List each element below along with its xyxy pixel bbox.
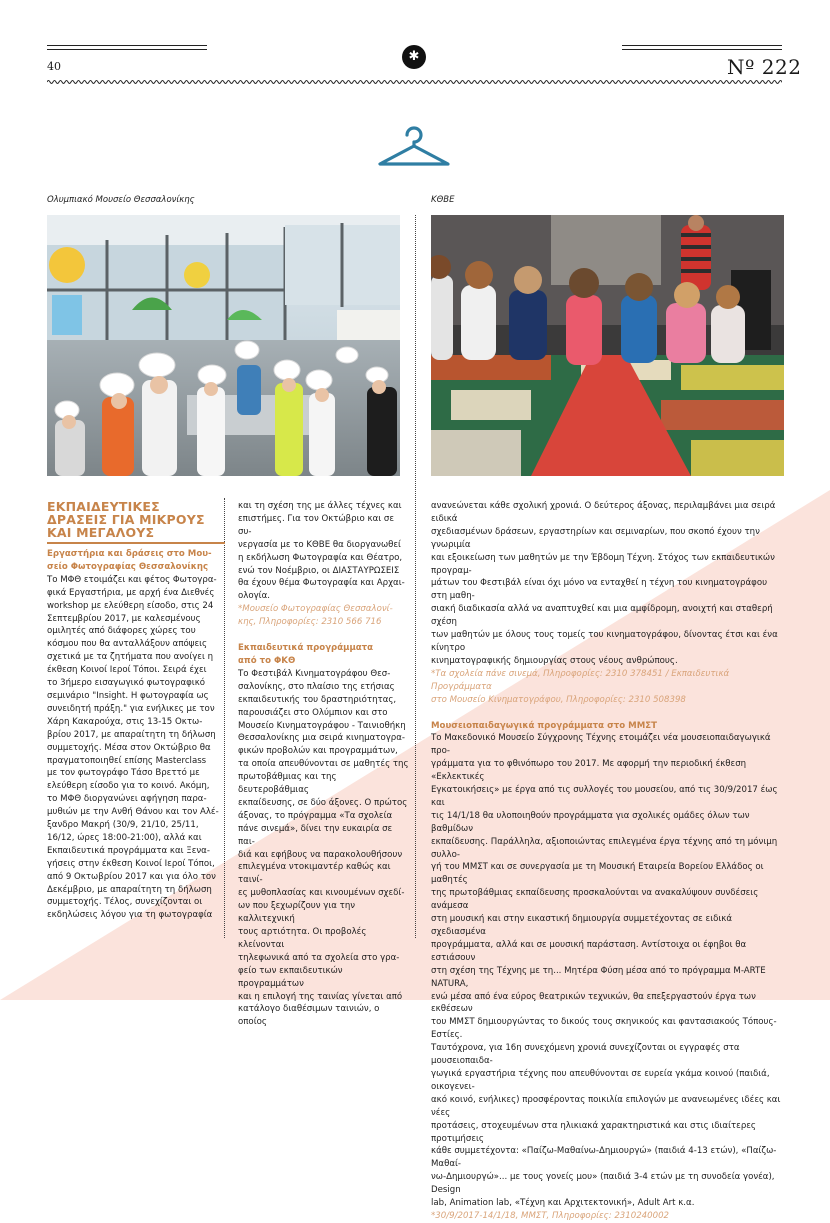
body-line: σαλονίκης, στο πλαίσιο της ετήσιας bbox=[238, 681, 395, 692]
hanger-icon bbox=[377, 126, 451, 170]
column-2-body-2 bbox=[238, 668, 409, 1029]
body-line: ων που ξεχωρίζουν για την καλλιτεχνική bbox=[238, 901, 356, 925]
body-line: στη μουσική και στην εικαστική δημιουργία συμμετέχοντας σε ειδικά σχεδιασμένα bbox=[431, 914, 732, 937]
body-line: Το Μακεδονικό Μουσείο Σύγχρονης Τέχνης ετοιμάζει νέα μουσειοπαιδαγωγικά προ- bbox=[431, 733, 771, 757]
body-line: των μαθητών με όλους τους τομείς του κινηματογράφου, δίνοντας έτσι και ένα κίνητρο bbox=[431, 630, 778, 653]
body-line: πάνε σινεμά», δίνει την ευκαιρία σε παι- bbox=[238, 823, 393, 847]
body-line: γή του ΜΜΣΤ και σε συνεργασία με τη Μουσική Εταιρεία Βορείου Ελλάδος οι μαθητές bbox=[431, 862, 764, 886]
body-line: προτάσεις, στοχευμένων στα ηλικιακά χαρακτηριστικά και στις ιδιαίτερες προτιμήσεις bbox=[431, 1120, 756, 1144]
body-line: Σεπτεμβρίου 2017, με καλεσμένους bbox=[47, 613, 201, 624]
body-line: γήσεις στην έκθεση Κοινοί Ιεροί Τόποι, bbox=[47, 858, 215, 869]
body-line: τις 14/1/18 θα υλοποιηθούν προγράμματα για σχολικές ομάδες όλων των βαθμίδων bbox=[431, 810, 750, 834]
body-line: στη σχέση της Τέχνης με τη... Μητέρα Φύση μέσα από το πρόγραμμα M-ARTE NATURA, bbox=[431, 965, 766, 989]
body-line: κόσμου που θα ανταλλάξουν απόψεις bbox=[47, 639, 208, 650]
body-line: ενώ μέσα από ένα εύρος θεατρικών τεχνικών, θα επεξεργαστούν έργα των εκθέσεων bbox=[431, 991, 756, 1015]
body-line: lab, Animation lab, «Τέχνη και Αρχιτεκτονική», Adult Art κ.α. bbox=[431, 1198, 695, 1209]
body-line: εκδηλώσεις λόγου για τη φωτογραφία bbox=[47, 910, 213, 921]
body-line: πρωτοβάθμιας και της δευτεροβάθμιας bbox=[238, 772, 337, 796]
column-2 bbox=[238, 500, 409, 1029]
body-line: συμμετοχής. Μέσα στον Οκτώβριο θα bbox=[47, 742, 211, 753]
body-line: κάθε συμμετέχοντα: «Παίζω-Μαθαίνω-Δημιουργώ» (παιδιά 4-13 ετών), «Παίζω-Μαθαί- bbox=[431, 1146, 777, 1170]
body-line: επιστήμες. Για τον Οκτώβριο και σε συ- bbox=[238, 513, 394, 537]
body-line: Θεσσαλονίκης μια σειρά κινηματογρα- bbox=[238, 733, 406, 744]
body-line: Το Φεστιβάλ Κινηματογράφου Θεσ- bbox=[238, 668, 391, 679]
body-line: η εκδήλωση Φωτογραφία και Θέατρο, bbox=[238, 552, 403, 563]
body-line: από 9 Οκτωβρίου 2017 και για όλο τον bbox=[47, 871, 216, 882]
body-line: συμμετοχής. Τέλος, συνεχίζονται οι bbox=[47, 897, 203, 908]
body-line: φικών προβολών και προγραμμάτων, bbox=[238, 746, 398, 757]
subheading-photo-museum-2: σείο Φωτογραφίας Θεσσαλονίκης bbox=[47, 561, 209, 572]
header-rule-right-top bbox=[622, 45, 782, 46]
body-line: σχεδιασμένων δράσεων, εργαστηρίων και σεμιναρίων, που σκοπό έχουν την γνωριμία bbox=[431, 526, 760, 550]
body-line: ομιλητές από διάφορες χώρες του bbox=[47, 626, 196, 637]
body-line: προγράμματα, αλλά και σε μουσική παράσταση. Αντίστοιχα οι έφηβοι θα εστιάσουν bbox=[431, 939, 747, 963]
subheading-film-festival-1: Εκπαιδευτικά προγράμματα bbox=[238, 643, 374, 654]
body-line: επιλεγμένα ντοκιμαντέρ καθώς και ταινί- bbox=[238, 862, 391, 886]
body-line: διά και εφήβους να παρακολουθήσουν bbox=[238, 849, 403, 860]
header-wave-divider bbox=[47, 78, 782, 86]
body-line: τηλεφωνικά από τα σχολεία στο γρα- bbox=[238, 952, 400, 963]
body-line: θα έχουν θέμα Φωτογραφία και Αρχαι- bbox=[238, 578, 405, 589]
body-line: γωγικά εργαστήρια τέχνης που απευθύνονται σε ευρεία γκάμα κοινού (παιδιά, οικογενει- bbox=[431, 1068, 770, 1092]
body-line: και η επιλογή της ταινίας γίνεται από bbox=[238, 991, 403, 1002]
header-rule-left-bottom bbox=[47, 49, 207, 50]
header-rule-left-top bbox=[47, 45, 207, 46]
body-line: 16/12, ώρες 18:00-21:00), αλλά και bbox=[47, 832, 202, 843]
body-line: βρίου 2017, με απαραίτητη τη δήλωση bbox=[47, 729, 216, 740]
section-title-rule bbox=[47, 542, 225, 544]
column-3-body-1 bbox=[431, 500, 784, 668]
body-line: ολογία. bbox=[238, 591, 270, 602]
body-line: φείο των εκπαιδευτικών προγραμμάτων bbox=[238, 965, 343, 989]
section-title-line-2: ΔΡΑΣΕΙΣ ΓΙΑ ΜΙΚΡΟΥΣ bbox=[47, 512, 205, 527]
credit-photo-museum-1: *Μουσείο Φωτογραφίας Θεσσαλονί- bbox=[238, 604, 393, 615]
body-line: το 3ήμερο εισαγωγικό φωτογραφικό bbox=[47, 678, 206, 689]
page-number: 40 bbox=[47, 60, 61, 73]
body-line: Εκπαιδευτικά προγράμματα και Ξενα- bbox=[47, 845, 210, 856]
body-line: νω-Δημιουργώ»... με τους γονείς μου» (παιδιά 3-4 ετών με τη συνοδεία γονέα), Design bbox=[431, 1172, 775, 1196]
body-line: ες μυθοπλασίας και κινουμένων σχεδί- bbox=[238, 888, 405, 899]
body-line: Ταυτόχρονα, για 16η συνεχόμενη χρονιά συνεχίζονται οι εγγραφές στα μουσειοπαιδα- bbox=[431, 1043, 740, 1067]
column-1 bbox=[47, 500, 225, 922]
body-line: και τη σχέση της με άλλες τέχνες και bbox=[238, 501, 402, 511]
asterisk-badge-icon: ✱ bbox=[402, 45, 426, 69]
body-line: της πρωτοβάθμιας εκπαίδευσης προσκαλούνται να ανακαλύψουν συνδέσεις ανάμεσα bbox=[431, 888, 759, 912]
body-line: Το ΜΦΘ ετοιμάζει και φέτος Φωτογρα- bbox=[47, 574, 217, 585]
body-line: σιακή διαδικασία αλλά να αναπτυχθεί και μια αμφίδρομη, ανοιχτή και σταθερή σχέση bbox=[431, 604, 773, 628]
column-2-body-1 bbox=[238, 500, 409, 603]
body-line: μυθιών με την Ανθή Θάνου και τον Αλέ- bbox=[47, 807, 219, 818]
section-title-line-1: ΕΚΠΑΙΔΕΥΤΙΚΕΣ bbox=[47, 499, 160, 514]
subheading-mmst: Μουσειοπαιδαγωγικά προγράμματα στο ΜΜΣΤ bbox=[431, 720, 657, 731]
body-line: Εγκατοικήσεις» με έργα από τις συλλογές του μουσείου, από τις 30/9/2017 έως και bbox=[431, 785, 778, 808]
body-line: το ΜΦΘ διοργανώνει αφήγηση παρα- bbox=[47, 794, 207, 805]
body-line: φικά Εργαστήρια, με αρχή ένα Διεθνές bbox=[47, 587, 215, 598]
body-line: εκπαίδευσης. Παράλληλα, αξιοποιώντας επιλεγμένα έργα τέχνης από τη μόνιμη συλλο- bbox=[431, 836, 778, 860]
body-line: μάτων του Φεστιβάλ είναι όχι μόνο να ενταχθεί η τέχνη του κινηματογράφου στη μαθη- bbox=[431, 578, 768, 602]
body-line: γράμματα για το φθινόπωρο του 2017. Με αφορμή την περιοδική έκθεση «Εκλεκτικές bbox=[431, 759, 747, 783]
photo-museum-workshop bbox=[47, 215, 400, 476]
body-line: ελεύθερη είσοδο για το κοινό. Ακόμη, bbox=[47, 781, 210, 792]
header-rule-right-bottom bbox=[622, 49, 782, 50]
credit-cinema-2: στο Μουσείο Κινηματογράφου, Πληροφορίες: 2310 508398 bbox=[431, 694, 686, 705]
body-line: ανανεώνεται κάθε σχολική χρονιά. Ο δεύτερος άξονας, περιλαμβάνει μια σειρά ειδικά bbox=[431, 501, 776, 524]
body-line: τα οποία απευθύνονται σε μαθητές της bbox=[238, 759, 409, 770]
body-line: κατάλογο διαθέσιμων ταινιών, ο οποίος bbox=[238, 1004, 380, 1028]
credit-cinema-1: *Τα σχολεία πάνε σινεμά, Πληροφορίες: 2310 378451 / Εκπαιδευτικά Προγράμματα bbox=[431, 668, 730, 692]
right-photo-caption: ΚΘΒΕ bbox=[431, 195, 455, 205]
section-title bbox=[47, 500, 225, 539]
body-line: Μουσείο Κινηματογράφου - Ταινιοθήκη bbox=[238, 720, 406, 731]
body-line: πραγματοποιηθεί επίσης Masterclass bbox=[47, 755, 207, 766]
section-title-line-3: ΚΑΙ ΜΕΓΑΛΟΥΣ bbox=[47, 525, 155, 540]
column-3-body-2 bbox=[431, 732, 784, 1210]
body-line: ξανδρο Μακρή (30/9, 21/10, 25/11, bbox=[47, 820, 199, 831]
body-line: τους αρτιότητα. Οι προβολές κλείνονται bbox=[238, 927, 367, 950]
column-3 bbox=[431, 500, 784, 1223]
body-line: ακό κοινό, ενήλικες) προσφέροντας ποικιλία επιλογών με ανανεωμένες ιδέες και νέες bbox=[431, 1094, 781, 1118]
body-line: εκπαίδευσης, σε δύο άξονες. Ο πρώτος bbox=[238, 797, 408, 808]
body-line: του ΜΜΣΤ δημιουργώντας το δικούς τους σκηνικούς και φαντασιακούς Τόπους-Εστίες. bbox=[431, 1017, 777, 1041]
body-line: ενώ τον Νοέμβριο, οι ΔΙΑΣΤΑΥΡΩΣΕΙΣ bbox=[238, 565, 400, 576]
body-line: παρουσιάζει στο Ολύμπιον και στο bbox=[238, 707, 388, 718]
column-1-body bbox=[47, 574, 225, 922]
column-divider-2 bbox=[415, 215, 416, 938]
body-line: workshop με ελεύθερη είσοδο, στις 24 bbox=[47, 600, 214, 611]
body-line: με τον φωτογράφο Τάσο Βρεττό με bbox=[47, 768, 200, 779]
credit-mmst: *30/9/2017-14/1/18, ΜΜΣΤ, Πληροφορίες: 2310240002 bbox=[431, 1210, 670, 1221]
body-line: Δεκέμβριο, με απαραίτητη τη δήλωση bbox=[47, 884, 212, 895]
body-line: νεργασία με το ΚΘΒΕ θα διοργανωθεί bbox=[238, 539, 401, 550]
issue-number: Nº 222 bbox=[727, 55, 802, 79]
credit-photo-museum-2: κης, Πληροφορίες: 2310 566 716 bbox=[238, 617, 382, 628]
photo-theatre-kids bbox=[431, 215, 784, 476]
body-line: σχετικά με τα ζητήματα που ανοίγει η bbox=[47, 652, 214, 663]
body-line: άξονας, το πρόγραμμα «Τα σχολεία bbox=[238, 810, 393, 821]
body-line: Χάρη Κακαρούχα, στις 13-15 Οκτω- bbox=[47, 716, 203, 727]
left-photo-caption: Ολυμπιακό Μουσείο Θεσσαλονίκης bbox=[47, 195, 195, 205]
body-line: κινηματογραφικής δημιουργίας στους νέους ανθρώπους. bbox=[431, 655, 678, 666]
body-line: και εξοικείωση των μαθητών με την Έβδομη Τέχνη. Στόχος των εκπαιδευτικών προγραμ- bbox=[431, 552, 775, 576]
body-line: εκπαιδευτικής του δραστηριότητας, bbox=[238, 694, 397, 705]
body-line: σεμινάριο "Insight. Η φωτογραφία ως bbox=[47, 690, 209, 701]
subheading-film-festival-2: από το ΦΚΘ bbox=[238, 655, 296, 666]
subheading-photo-museum-1: Εργαστήρια και δράσεις στο Μου- bbox=[47, 549, 212, 559]
body-line: έκθεση Κοινοί Ιεροί Τόποι. Σειρά έχει bbox=[47, 665, 207, 676]
body-line: συνειδητή πράξη." για ενήλικες με τον bbox=[47, 703, 215, 714]
